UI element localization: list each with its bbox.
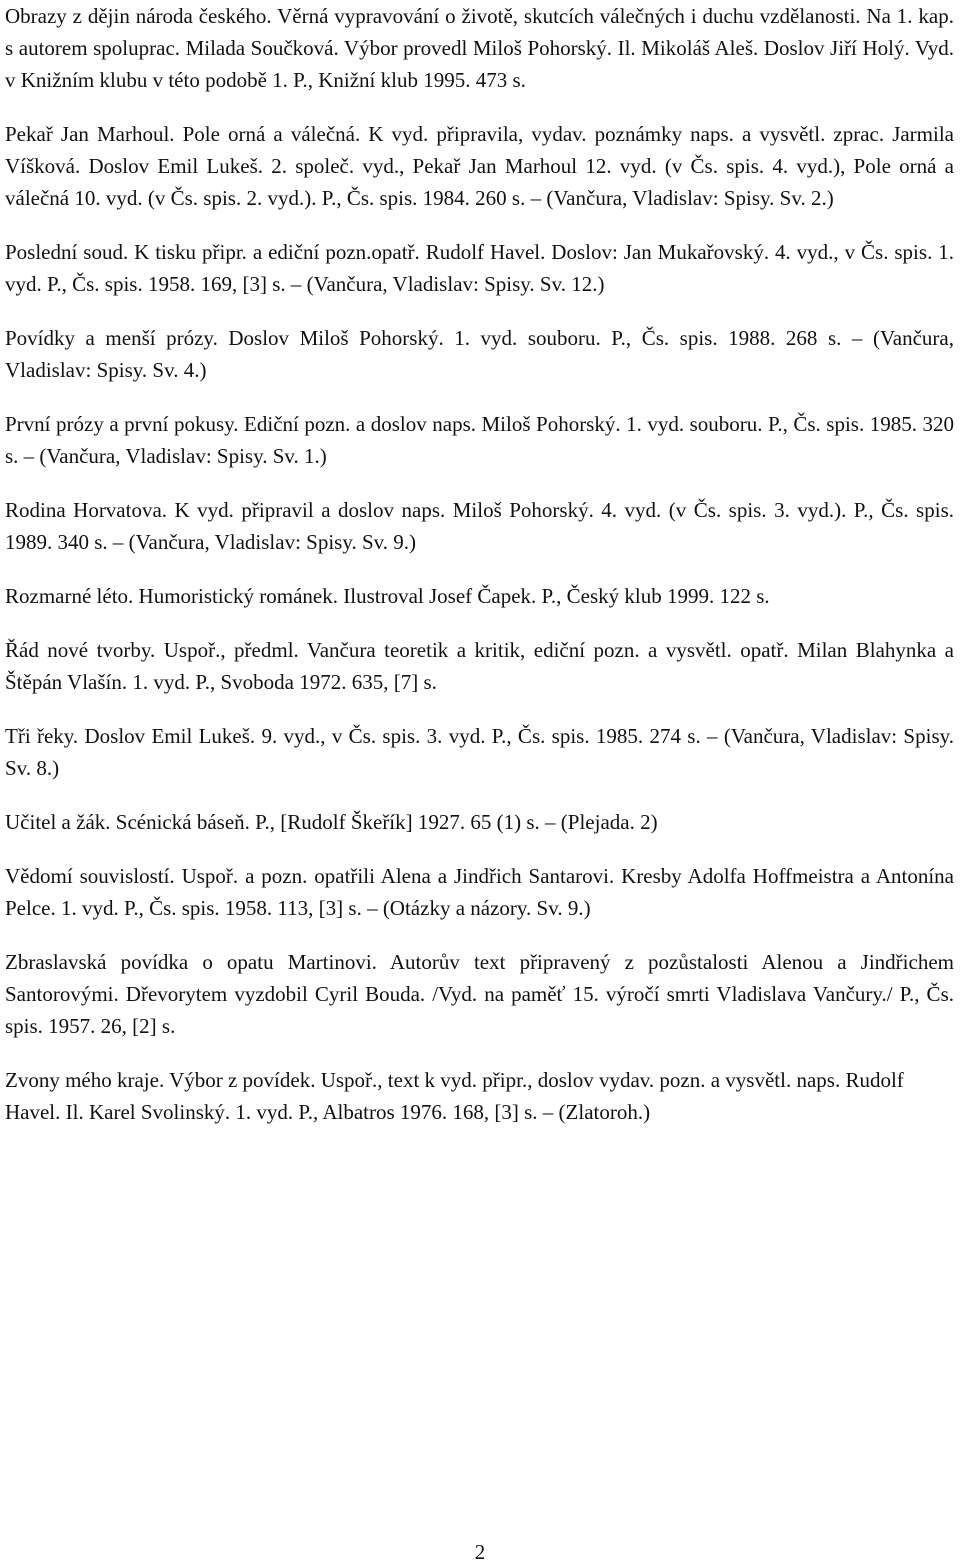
bibliography-entry: Tři řeky. Doslov Emil Lukeš. 9. vyd., v Čs. spis. 3. vyd. P., Čs. spis. 1985. 274 s. – (Vančura, Vladislav: Spisy. Sv. 8.): [5, 724, 954, 780]
bibliography-entry: Řád nové tvorby. Uspoř., předml. Vančura teoretik a kritik, ediční pozn. a vysvětl. opatř. Milan Blahynka a Štěpán Vlašín. 1. vyd. P., Svoboda 1972. 635, [7] s.: [5, 638, 954, 694]
bibliography-entry: Poslední soud. K tisku připr. a ediční pozn.opatř. Rudolf Havel. Doslov: Jan Mukařovský. 4. vyd., v Čs. spis. 1. vyd. P., Čs. spis. 1958. 169, [3] s. – (Vančura, Vladislav: Spisy. Sv. 12.): [5, 240, 954, 296]
bibliography-entry: Učitel a žák. Scénická báseň. P., [Rudolf Škeřík] 1927. 65 (1) s. – (Plejada. 2): [5, 810, 658, 834]
bibliography-entry: První prózy a první pokusy. Ediční pozn. a doslov naps. Miloš Pohorský. 1. vyd. souboru. P., Čs. spis. 1985. 320 s. – (Vančura, Vladislav: Spisy. Sv. 1.): [5, 412, 954, 468]
bibliography-entry: Povídky a menší prózy. Doslov Miloš Pohorský. 1. vyd. souboru. P., Čs. spis. 1988. 268 s. – (Vančura, Vladislav: Spisy. Sv. 4.): [5, 326, 954, 382]
bibliography-entry: Obrazy z dějin národa českého. Věrná vypravování o životě, skutcích válečných i duchu vzdělanosti. Na 1. kap. s autorem spoluprac. Milada Součková. Výbor provedl Miloš Pohorský. Il. Mikoláš Aleš. Doslov Jiří Holý. Vyd. v Knižním klubu v této podobě 1. P., Knižní klub 1995. 473 s.: [5, 4, 954, 92]
bibliography-entry: Zbraslavská povídka o opatu Martinovi. Autorův text připravený z pozůstalosti Alenou a Jindřichem Santorovými. Dřevorytem vyzdobil Cyril Bouda. /Vyd. na paměť 15. výročí smrti Vladislava Vančury./ P., Čs. spis. 1957. 26, [2] s.: [5, 950, 954, 1038]
bibliography-entry: Vědomí souvislostí. Uspoř. a pozn. opatřili Alena a Jindřich Santarovi. Kresby Adolfa Hoffmeistra a Antonína Pelce. 1. vyd. P., Čs. spis. 1958. 113, [3] s. – (Otázky a názory. Sv. 9.): [5, 864, 954, 920]
bibliography-entry: Pekař Jan Marhoul. Pole orná a válečná. K vyd. připravila, vydav. poznámky naps. a vysvětl. zprac. Jarmila Víšková. Doslov Emil Lukeš. 2. společ. vyd., Pekař Jan Marhoul 12. vyd. (v Čs. spis. 4. vyd.), Pole orná a válečná 10. vyd. (v Čs. spis. 2. vyd.). P., Čs. spis. 1984. 260 s. – (Vančura, Vladislav: Spisy. Sv. 2.): [5, 122, 954, 210]
bibliography-entry: Rodina Horvatova. K vyd. připravil a doslov naps. Miloš Pohorský. 4. vyd. (v Čs. spis. 3. vyd.). P., Čs. spis. 1989. 340 s. – (Vančura, Vladislav: Spisy. Sv. 9.): [5, 498, 954, 554]
bibliography-entry: Zvony mého kraje. Výbor z povídek. Uspoř., text k vyd. připr., doslov vydav. pozn. a vysvětl. naps. Rudolf Havel. Il. Karel Svolinský. 1. vyd. P., Albatros 1976. 168, [3] s. – (Zlatoroh.): [5, 1068, 904, 1124]
page-number: 2: [474, 1540, 486, 1564]
bibliography-entry: Rozmarné léto. Humoristický románek. Ilustroval Josef Čapek. P., Český klub 1999. 122 s.: [5, 584, 770, 608]
bibliography-list: [5, 0, 954, 1128]
